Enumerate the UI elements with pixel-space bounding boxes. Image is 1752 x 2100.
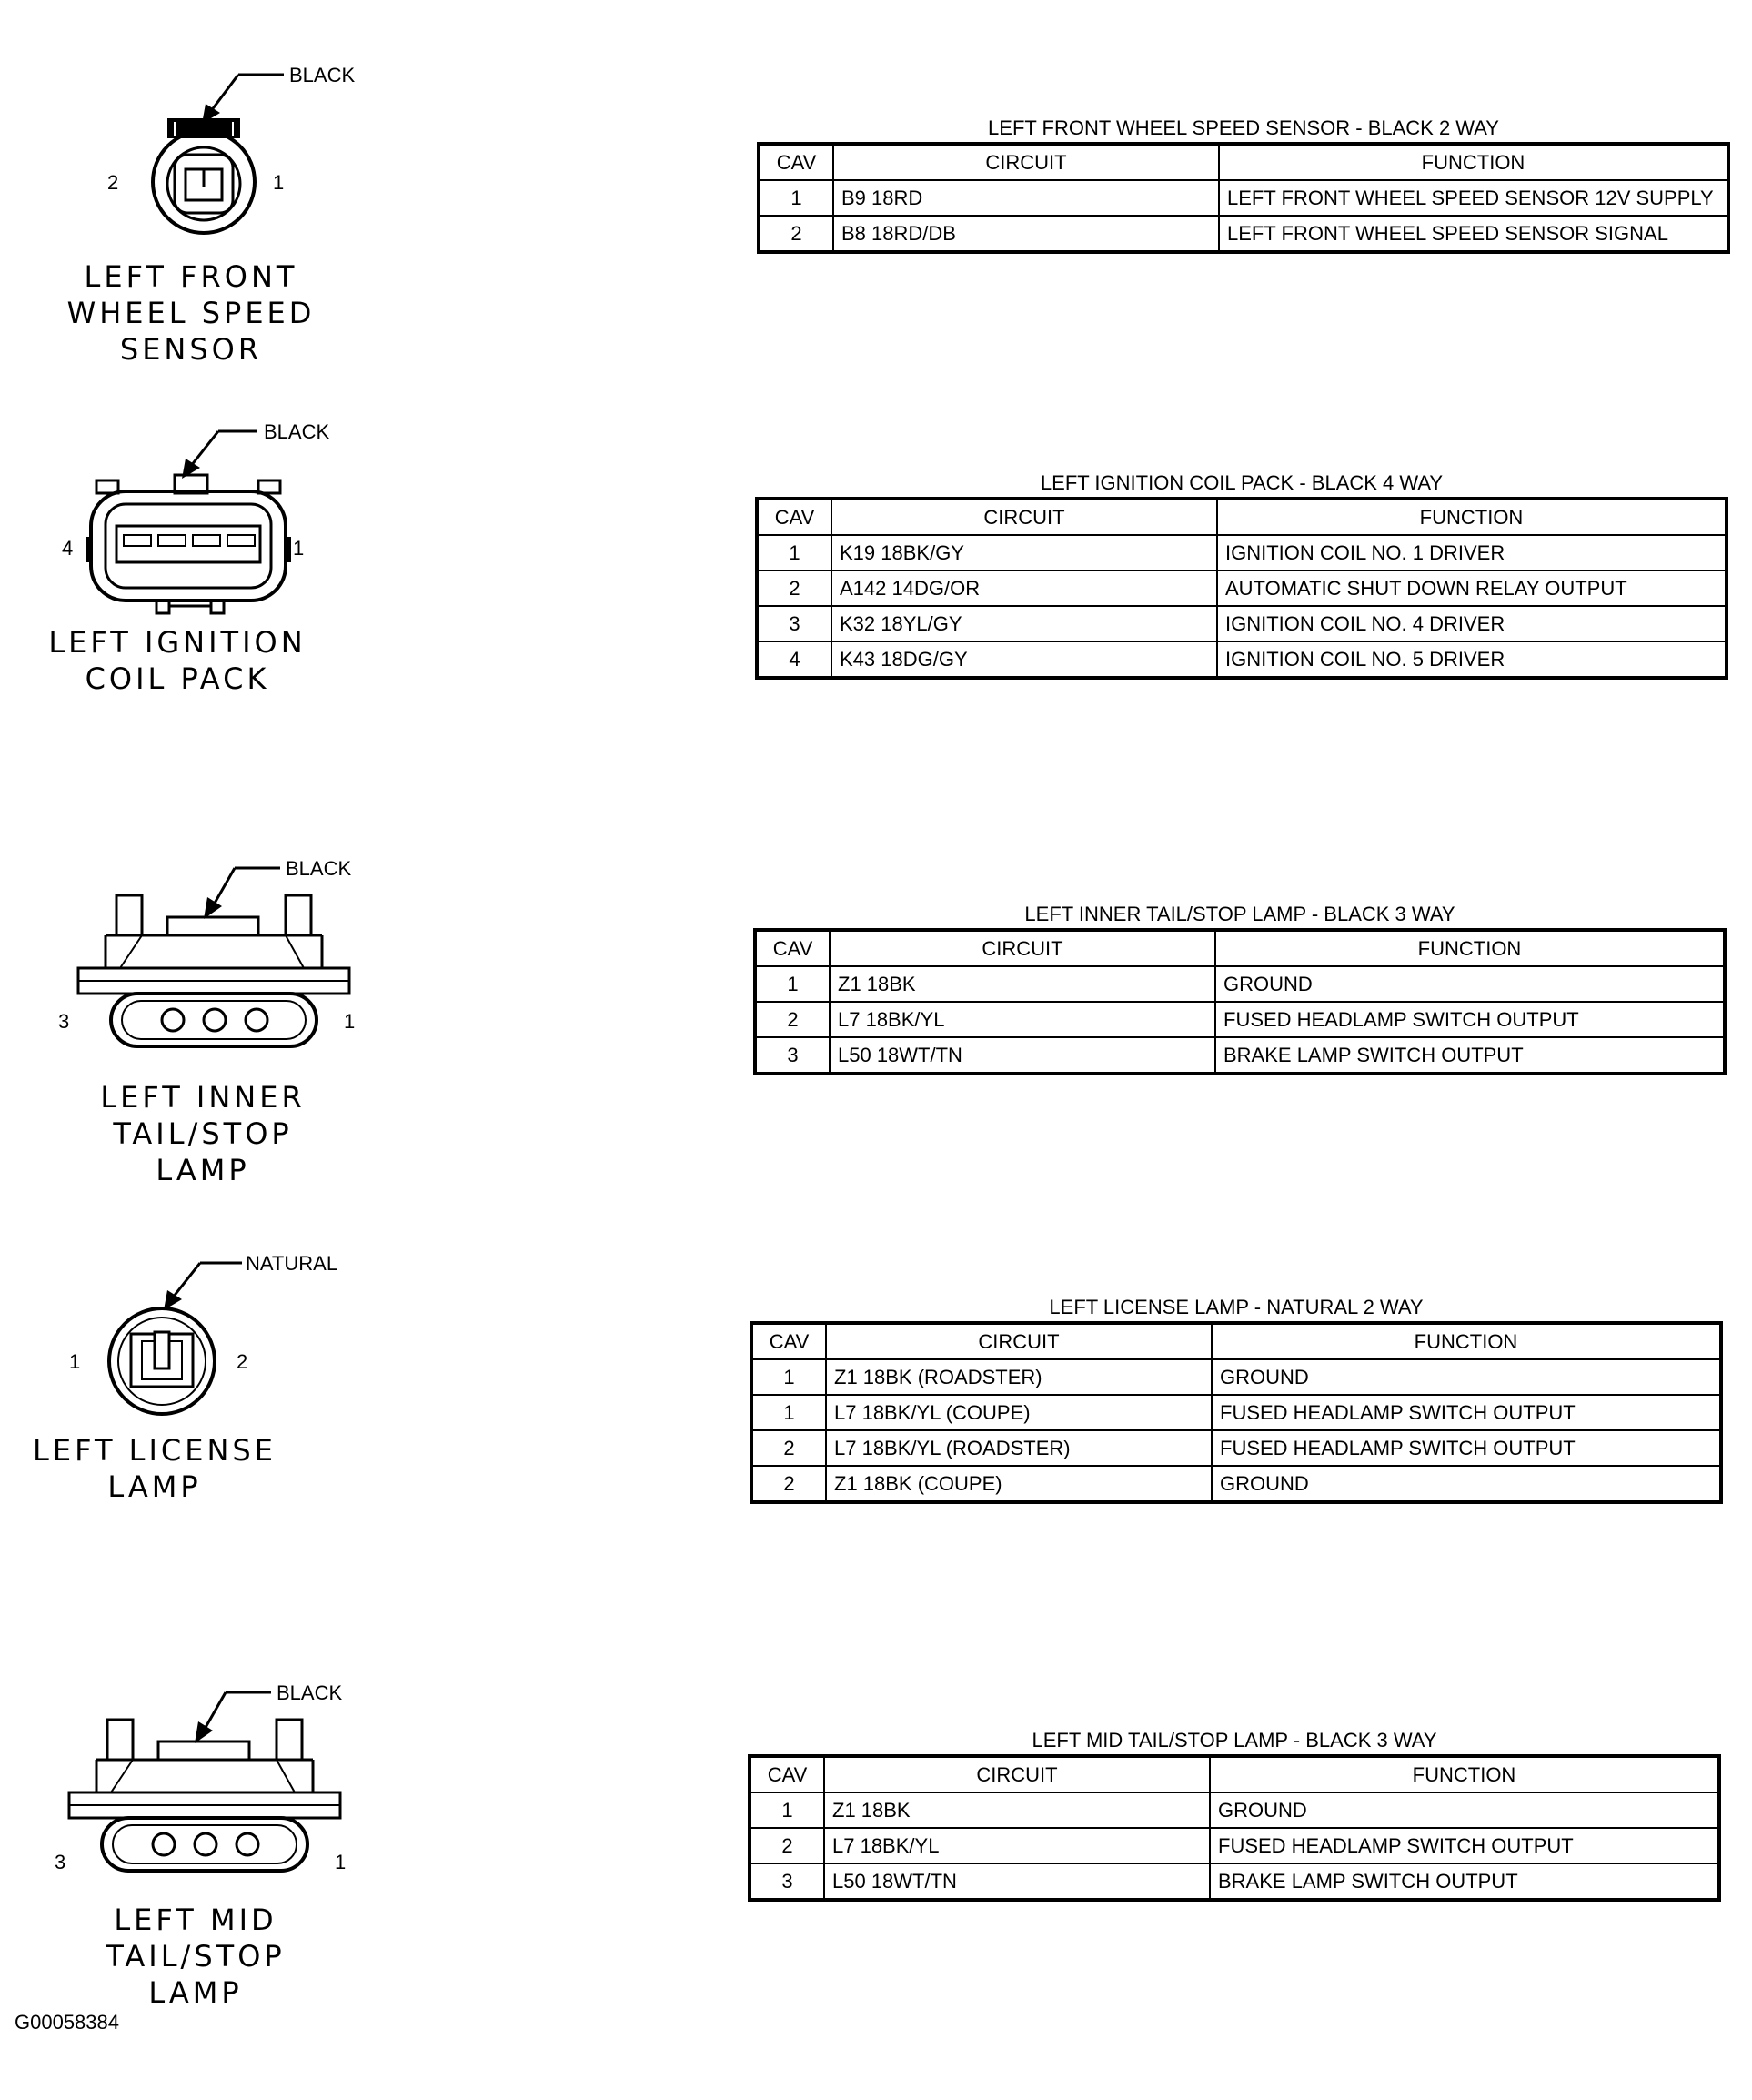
table-title: LEFT IGNITION COIL PACK - BLACK 4 WAY [1040, 471, 1444, 494]
pin-number-left: 1 [69, 1350, 81, 1373]
pin-number-right: 1 [273, 171, 285, 194]
cav-cell: 1 [751, 1395, 826, 1430]
color-label: BLACK [264, 420, 330, 443]
cav-cell: 2 [751, 1430, 826, 1466]
header-cav: CAV [755, 930, 830, 966]
left-license-lamp-pinout [750, 1294, 1723, 1504]
pin-number-left: 3 [58, 1010, 70, 1033]
function-cell: LEFT FRONT WHEEL SPEED SENSOR 12V SUPPLY [1219, 180, 1728, 216]
table-header-row [759, 144, 1728, 180]
table-header-row [751, 1323, 1721, 1359]
function-cell: GROUND [1210, 1792, 1719, 1828]
color-label: BLACK [286, 857, 352, 880]
table-header-row [755, 930, 1725, 966]
header-cav: CAV [757, 499, 831, 535]
table-header-row [757, 499, 1727, 535]
left-mid-tail-stop-lamp-pinout [748, 1727, 1721, 1902]
cav-cell: 2 [750, 1828, 824, 1863]
table-row [750, 1863, 1719, 1900]
pin-number-right: 1 [293, 537, 305, 560]
function-cell: AUTOMATIC SHUT DOWN RELAY OUTPUT [1217, 570, 1727, 606]
circuit-cell: K32 18YL/GY [831, 606, 1217, 641]
circuit-cell: K43 18DG/GY [831, 641, 1217, 678]
circuit-cell: L7 18BK/YL (ROADSTER) [826, 1430, 1212, 1466]
function-cell: IGNITION COIL NO. 5 DRIVER [1217, 641, 1727, 678]
table-title: LEFT INNER TAIL/STOP LAMP - BLACK 3 WAY [1024, 903, 1455, 925]
header-function: FUNCTION [1210, 1756, 1719, 1792]
circuit-cell: B9 18RD [833, 180, 1219, 216]
left-front-wheel-speed-sensor-label: LEFT FRONT WHEEL SPEED SENSOR [66, 259, 316, 367]
left-inner-tail-stop-lamp-pinout [753, 901, 1727, 1075]
table-row [751, 1430, 1721, 1466]
function-cell: BRAKE LAMP SWITCH OUTPUT [1215, 1037, 1725, 1074]
color-label: BLACK [289, 64, 356, 86]
cav-cell: 1 [751, 1359, 826, 1395]
cav-cell: 1 [759, 180, 833, 216]
pin-number-right: 2 [237, 1350, 248, 1373]
left-ignition-coil-pack-connector-drawing [55, 409, 355, 619]
table-row [750, 1828, 1719, 1863]
function-cell: FUSED HEADLAMP SWITCH OUTPUT [1215, 1002, 1725, 1037]
function-cell: FUSED HEADLAMP SWITCH OUTPUT [1210, 1828, 1719, 1863]
table-title: LEFT FRONT WHEEL SPEED SENSOR - BLACK 2 WAY [988, 116, 1499, 139]
left-front-wheel-speed-sensor-connector-drawing [91, 55, 364, 255]
pinout-table [753, 928, 1727, 1075]
pin-number-right: 1 [335, 1851, 347, 1873]
circuit-cell: L7 18BK/YL [830, 1002, 1215, 1037]
function-cell: IGNITION COIL NO. 4 DRIVER [1217, 606, 1727, 641]
function-cell: FUSED HEADLAMP SWITCH OUTPUT [1212, 1430, 1721, 1466]
table-row [751, 1466, 1721, 1502]
function-cell: FUSED HEADLAMP SWITCH OUTPUT [1212, 1395, 1721, 1430]
function-cell: BRAKE LAMP SWITCH OUTPUT [1210, 1863, 1719, 1900]
pinout-table [750, 1321, 1723, 1504]
cav-cell: 2 [759, 216, 833, 252]
header-cav: CAV [750, 1756, 824, 1792]
table-row [757, 570, 1727, 606]
cav-cell: 1 [757, 535, 831, 570]
circuit-cell: Z1 18BK [824, 1792, 1210, 1828]
circuit-cell: Z1 18BK (COUPE) [826, 1466, 1212, 1502]
table-row [755, 1002, 1725, 1037]
table-header-row [750, 1756, 1719, 1792]
function-cell: LEFT FRONT WHEEL SPEED SENSOR SIGNAL [1219, 216, 1728, 252]
cav-cell: 1 [755, 966, 830, 1002]
circuit-cell: Z1 18BK [830, 966, 1215, 1002]
function-cell: IGNITION COIL NO. 1 DRIVER [1217, 535, 1727, 570]
table-row [750, 1792, 1719, 1828]
circuit-cell: L50 18WT/TN [824, 1863, 1210, 1900]
left-front-wheel-speed-sensor-pinout [757, 115, 1730, 254]
function-cell: GROUND [1215, 966, 1725, 1002]
header-circuit: CIRCUIT [833, 144, 1219, 180]
color-label: BLACK [277, 1681, 343, 1704]
cav-cell: 3 [750, 1863, 824, 1900]
circuit-cell: K19 18BK/GY [831, 535, 1217, 570]
circuit-cell: L7 18BK/YL (COUPE) [826, 1395, 1212, 1430]
table-title: LEFT LICENSE LAMP - NATURAL 2 WAY [1049, 1296, 1424, 1318]
left-ignition-coil-pack-label: LEFT IGNITION COIL PACK [48, 625, 307, 696]
pin-number-left: 3 [55, 1851, 66, 1873]
figure-id: G00058384 [15, 2011, 119, 2034]
header-cav: CAV [751, 1323, 826, 1359]
header-circuit: CIRCUIT [830, 930, 1215, 966]
left-mid-tail-stop-lamp-connector-drawing [45, 1671, 355, 1880]
pin-number-right: 1 [344, 1010, 356, 1033]
left-inner-tail-stop-lamp-label: LEFT INNER TAIL/STOP LAMP [100, 1080, 306, 1187]
table-row [757, 535, 1727, 570]
circuit-cell: Z1 18BK (ROADSTER) [826, 1359, 1212, 1395]
circuit-cell: L7 18BK/YL [824, 1828, 1210, 1863]
table-row [759, 216, 1728, 252]
header-cav: CAV [759, 144, 833, 180]
cav-cell: 3 [755, 1037, 830, 1074]
circuit-cell: L50 18WT/TN [830, 1037, 1215, 1074]
left-ignition-coil-pack-pinout [755, 469, 1728, 680]
header-function: FUNCTION [1215, 930, 1725, 966]
cav-cell: 3 [757, 606, 831, 641]
left-license-lamp-connector-drawing [55, 1243, 346, 1416]
header-function: FUNCTION [1217, 499, 1727, 535]
cav-cell: 2 [751, 1466, 826, 1502]
header-circuit: CIRCUIT [824, 1756, 1210, 1792]
function-cell: GROUND [1212, 1359, 1721, 1395]
table-row [755, 1037, 1725, 1074]
function-cell: GROUND [1212, 1466, 1721, 1502]
left-mid-tail-stop-lamp-label: LEFT MID TAIL/STOP LAMP [106, 1903, 286, 2010]
cav-cell: 2 [755, 1002, 830, 1037]
table-row [751, 1359, 1721, 1395]
table-row [757, 606, 1727, 641]
table-row [755, 966, 1725, 1002]
left-inner-tail-stop-lamp-connector-drawing [55, 846, 364, 1055]
pinout-table [757, 142, 1730, 254]
left-license-lamp-label: LEFT LICENSE LAMP [33, 1433, 277, 1504]
pin-number-left: 4 [62, 537, 74, 560]
table-row [751, 1395, 1721, 1430]
cav-cell: 1 [750, 1792, 824, 1828]
pin-number-left: 2 [107, 171, 119, 194]
cav-cell: 4 [757, 641, 831, 678]
header-function: FUNCTION [1219, 144, 1728, 180]
circuit-cell: A142 14DG/OR [831, 570, 1217, 606]
header-circuit: CIRCUIT [831, 499, 1217, 535]
color-label: NATURAL [246, 1252, 338, 1275]
circuit-cell: B8 18RD/DB [833, 216, 1219, 252]
table-title: LEFT MID TAIL/STOP LAMP - BLACK 3 WAY [1032, 1729, 1437, 1752]
pinout-table [755, 497, 1728, 680]
pinout-table [748, 1754, 1721, 1902]
header-circuit: CIRCUIT [826, 1323, 1212, 1359]
header-function: FUNCTION [1212, 1323, 1721, 1359]
table-row [759, 180, 1728, 216]
table-row [757, 641, 1727, 678]
cav-cell: 2 [757, 570, 831, 606]
